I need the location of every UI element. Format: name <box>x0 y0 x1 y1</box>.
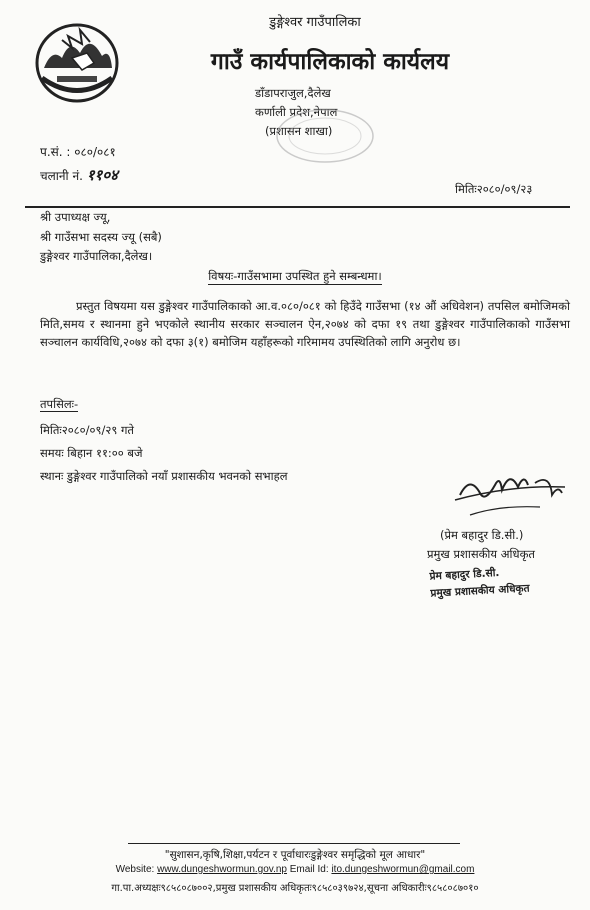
address-line: डाँडापराजुल,दैलेख <box>255 86 331 100</box>
name-stamp <box>429 563 530 602</box>
ps-value: ०८०/०८१ <box>74 145 116 159</box>
footer-motto: "सुशासन,कृषि,शिक्षा,पर्यटन र पूर्वाधारःडुङ्गेश्वर समृद्धिको मूल आधार" <box>164 849 426 861</box>
subject-line <box>0 269 590 284</box>
recipient-line: श्री उपाध्यक्ष ज्यू, <box>40 210 111 224</box>
details-list <box>40 419 288 488</box>
signatory-name: (प्रेम बहादुर डि.सी.) <box>440 528 524 542</box>
website-label: Website: <box>115 864 155 875</box>
letter-body <box>40 297 570 351</box>
recipients <box>40 208 162 267</box>
subject-text: विषयः-गाउँसभामा उपस्थित हुने सम्बन्धमा। <box>208 269 382 283</box>
detail-venue: स्थानः डुङ्गेश्वर गाउँपालिको नयाँ प्रशासकीय भवनको सभाहल <box>40 469 288 483</box>
address-line: (प्रशासन शाखा) <box>265 124 333 138</box>
chalani-label: चलानी नं. <box>40 169 83 183</box>
municipality-name: डुङ्गेश्वर गाउँपालिका <box>269 15 361 30</box>
details-heading-text: तपसिलः- <box>40 397 79 411</box>
ps-label: प.सं. : <box>40 145 71 159</box>
stamp-name: प्रेम बहादुर डि.सी. <box>429 566 500 583</box>
footer-web <box>0 864 590 875</box>
office-stamp <box>270 106 375 166</box>
detail-time: समयः बिहान ११:०० बजे <box>40 446 143 460</box>
details-heading <box>40 397 78 412</box>
footer-divider <box>128 843 460 844</box>
website-link[interactable]: www.dungeshwormun.gov.np <box>157 864 287 875</box>
handwritten-signature <box>440 465 575 525</box>
address-line: कर्णाली प्रदेश,नेपाल <box>255 105 338 119</box>
email-label: Email Id: <box>289 864 329 875</box>
recipient-line: डुङ्गेश्वर गाउँपालिका,दैलेख। <box>40 249 153 263</box>
letter-date: मितिः२०८०/०९/२३ <box>455 182 533 196</box>
footer-contacts: गा.पा.अध्यक्षः९८५८०८७००२,प्रमुख प्रशासकीय अधिकृतः९८५८०३९७२४,सूचना अधिकारीः९८५८०८७०१० <box>111 883 479 894</box>
signatory-designation: प्रमुख प्रशासकीय अधिकृत <box>427 547 535 561</box>
email-link[interactable]: ito.dungeshwormun@gmail.com <box>331 864 475 875</box>
office-title: गाउँ कार्यपालिकाको कार्यलय <box>210 49 450 75</box>
reference-block <box>40 141 118 188</box>
chalani-number: ११०४ <box>86 166 118 184</box>
recipient-line: श्री गाउँसभा सदस्य ज्यू (सबै) <box>40 229 162 244</box>
detail-date: मितिः२०८०/०९/२९ गते <box>40 423 134 437</box>
body-paragraph: प्रस्तुत विषयमा यस डुङ्गेश्वर गाउँपालिकाको आ.व.०८०/०८१ को हिउँदे गाउँसभा (१४ औं अधिवेशन) तपसिल बमोजिमको मिति,समय र स्थानमा हुने भएकोले स्थानीय सरकार सञ्चालन ऐन,२०७४ को दफा १९ तथा डुङ्गेश्वर गाउँपालिकाको गाउँसभा सञ्चालन कार्यविधि,२०७४ को दफा ३(१) बमोजिम यहाँहरूको गरिमामय उपस्थितिको लागि अनुरोध छ। <box>40 299 570 349</box>
stamp-designation: प्रमुख प्रशासकीय अधिकृत <box>430 582 530 600</box>
